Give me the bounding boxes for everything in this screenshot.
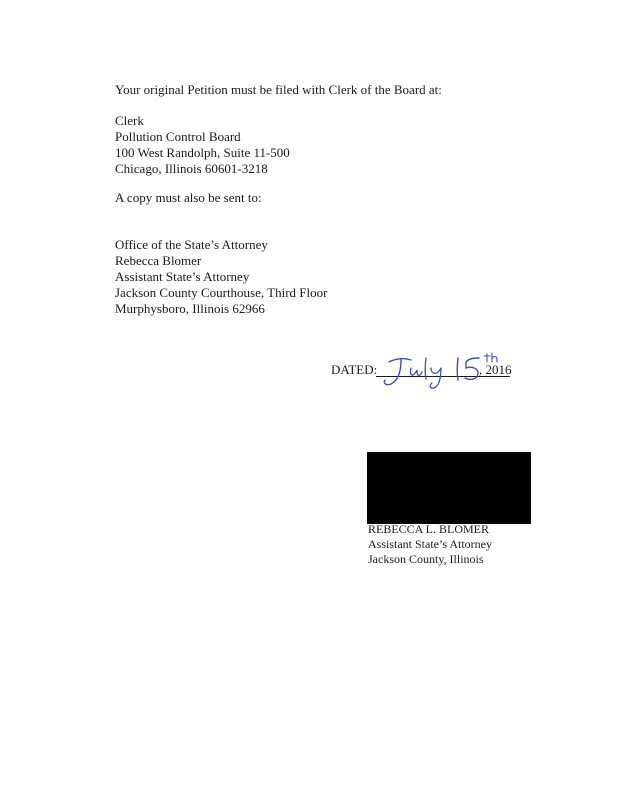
clerk-address-block	[115, 113, 290, 177]
signer-name: REBECCA L. BLOMER	[368, 522, 490, 536]
attorney-address-line: Murphysboro, Illinois 62966	[115, 301, 265, 316]
clerk-address-line: Pollution Control Board	[115, 129, 241, 144]
signature-block	[368, 522, 492, 567]
clerk-address-line: Chicago, Illinois 60601-3218	[115, 161, 268, 176]
dated-year: , 2016	[479, 362, 512, 377]
signer-title: Assistant State’s Attorney	[368, 537, 492, 551]
signer-jurisdiction: Jackson County, Illinois	[368, 552, 484, 566]
attorney-address-line: Jackson County Courthouse, Third Floor	[115, 285, 328, 300]
redacted-signature	[367, 452, 531, 524]
clerk-address-line: 100 West Randolph, Suite 11-500	[115, 145, 290, 160]
copy-notice: A copy must also be sent to:	[115, 190, 262, 205]
filing-instruction: Your original Petition must be filed with Clerk of the Board at:	[115, 82, 442, 97]
attorney-address-line: Office of the State’s Attorney	[115, 237, 268, 252]
attorney-address-line: Assistant State’s Attorney	[115, 269, 250, 284]
attorney-address-block	[115, 237, 327, 317]
attorney-address-line: Rebecca Blomer	[115, 253, 202, 268]
dated-label: DATED:	[331, 362, 378, 377]
clerk-address-line: Clerk	[115, 113, 144, 128]
